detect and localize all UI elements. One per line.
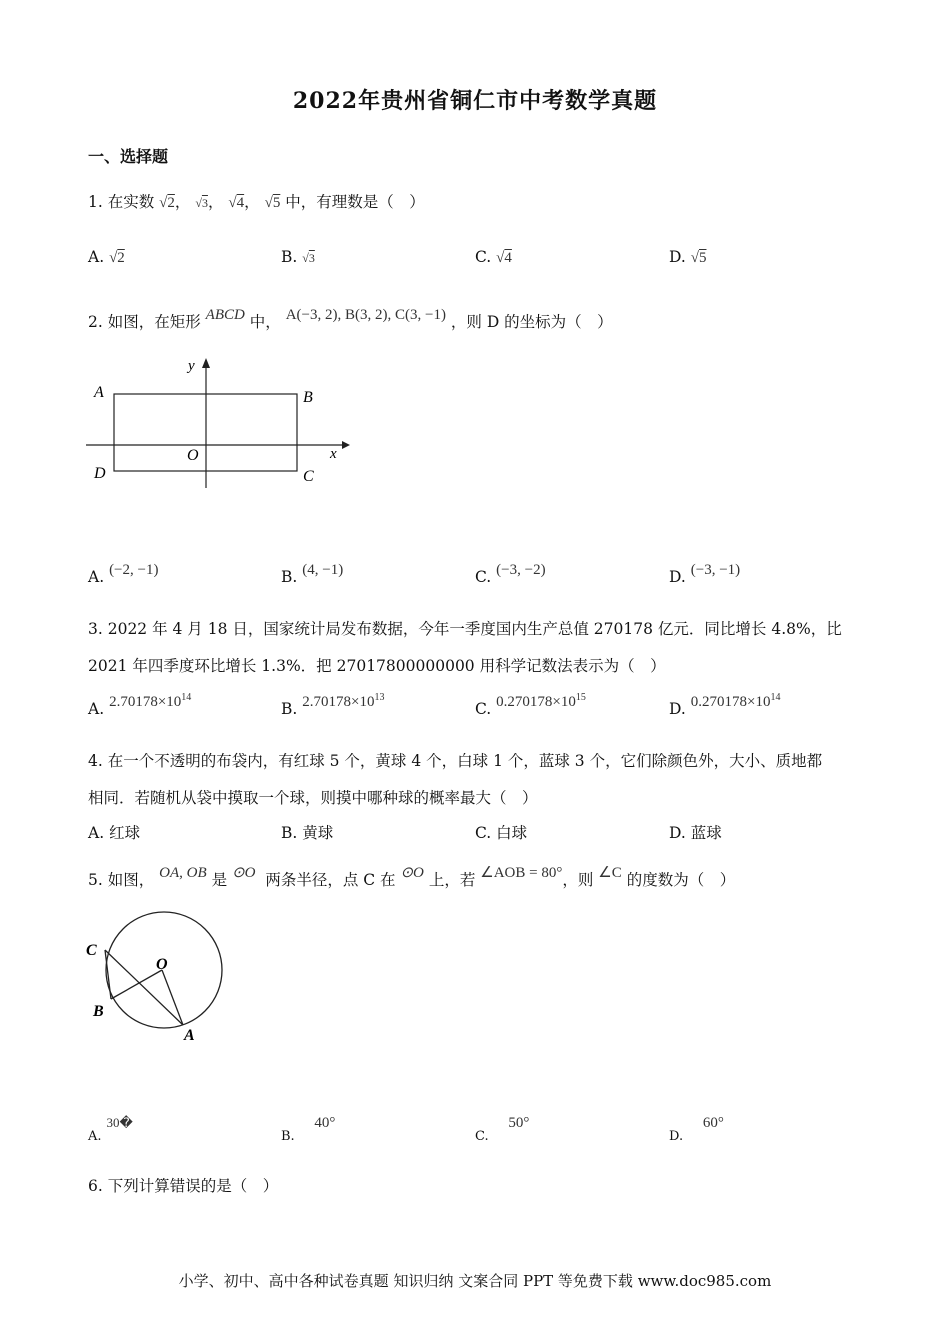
q1-option-a[interactable] [88, 248, 125, 267]
option-base: 0.270178×10 [496, 694, 576, 711]
label-b: B [93, 1003, 104, 1020]
question-6: 6. 下列计算错误的是（ ） [88, 1177, 279, 1195]
q4-option-a[interactable] [88, 821, 140, 843]
label-o: O [156, 956, 168, 973]
option-label: A. [88, 824, 105, 842]
option-value: √3 [302, 251, 315, 265]
option-value: 蓝球 [690, 824, 722, 842]
option-value: 40° [314, 1115, 336, 1131]
q5-option-b[interactable] [281, 1113, 336, 1144]
label-d: D [94, 465, 106, 482]
sqrt-3: √3 [195, 196, 208, 210]
q2-tail: ，则 D 的坐标为（ ） [450, 313, 613, 331]
option-base: 0.270178×10 [690, 694, 771, 711]
label-a: A [184, 1027, 195, 1044]
option-exp: 13 [374, 692, 385, 703]
option-value: √2 [109, 250, 125, 266]
q1-option-c[interactable] [475, 248, 512, 267]
option-value: (−3, −1) [690, 562, 741, 578]
label-c: C [303, 468, 314, 485]
option-value: (−2, −1) [109, 562, 159, 578]
label-b: B [303, 389, 313, 406]
q5-option-a[interactable] [88, 1113, 133, 1144]
option-label: A. [88, 1129, 102, 1144]
q3-option-d[interactable] [669, 692, 781, 719]
q3-option-c[interactable] [475, 692, 586, 719]
option-value: √4 [496, 250, 512, 266]
radii: OA, OB [159, 865, 207, 881]
sep: ， [207, 193, 224, 211]
option-label: A. [88, 700, 105, 719]
angle-aob: ∠AOB = 80° [480, 865, 563, 881]
option-exp: 14 [770, 692, 781, 703]
option-value: 黄球 [302, 824, 334, 842]
sep: ， [244, 193, 260, 211]
option-label: D. [669, 1129, 684, 1144]
sqrt-5: √5 [264, 195, 281, 211]
q2-option-d[interactable] [669, 560, 741, 586]
circle-figure [84, 905, 234, 1047]
circle-symbol-2: ⊙O [400, 865, 424, 881]
option-label: B. [281, 700, 298, 719]
q1-prefix: 1. 在实数 [88, 193, 155, 211]
option-label: D. [669, 248, 686, 266]
q3-line-1: 3. 2022 年 4 月 18 日，国家统计局发布数据，今年一季度国内生产总值 270178 亿元．同比增长 4.8%，比 [88, 620, 842, 638]
option-label: D. [669, 824, 686, 842]
question-5 [88, 865, 736, 890]
option-label: C. [475, 700, 492, 719]
option-label: A. [88, 568, 105, 586]
points: A(−3, 2), B(3, 2), C(3, −1) [285, 307, 446, 323]
segment-ob [111, 970, 162, 999]
q5-two: 两条半径，点 C 在 [265, 871, 396, 889]
option-value: (4, −1) [302, 562, 344, 578]
q5-on: 上，若 [428, 871, 476, 889]
option-value: 白球 [496, 824, 528, 842]
segment-oa [162, 970, 183, 1025]
q5-tail: 的度数为（ ） [626, 871, 736, 889]
option-label: B. [281, 568, 298, 586]
q4-option-b[interactable] [281, 821, 333, 843]
option-base: 2.70178×10 [302, 694, 375, 711]
option-value: (−3, −2) [496, 562, 546, 578]
q2-option-a[interactable] [88, 560, 159, 586]
label-x: x [330, 446, 337, 462]
option-value: √5 [690, 250, 707, 266]
label-a: A [94, 384, 104, 401]
q4-line-2: 相同．若随机从袋中摸取一个球，则摸中哪种球的概率最大（ ） [88, 789, 538, 807]
y-arrow [202, 358, 210, 368]
label-c: C [86, 942, 97, 959]
q5-option-d[interactable] [669, 1113, 724, 1144]
sep: ， [174, 193, 191, 211]
sqrt-2: √2 [159, 195, 175, 211]
q1-tail: 中，有理数是（ ） [285, 193, 425, 211]
option-label: D. [669, 568, 686, 586]
segment-ca [105, 950, 183, 1025]
option-label: B. [281, 248, 298, 266]
angle-c: ∠C [598, 865, 622, 881]
circle-symbol: ⊙O [232, 865, 256, 881]
rect-name: ABCD [205, 307, 245, 323]
option-label: D. [669, 700, 686, 719]
option-label: C. [475, 248, 492, 266]
x-arrow [342, 441, 350, 449]
option-value: 60° [702, 1115, 724, 1131]
q1-option-d[interactable] [669, 248, 706, 267]
q2-option-b[interactable] [281, 560, 344, 586]
q5-then: ，则 [562, 871, 594, 889]
question-1 [88, 190, 425, 212]
option-exp: 15 [575, 692, 586, 703]
question-2 [88, 307, 613, 332]
q2-mid: 中， [249, 313, 281, 331]
q4-option-c[interactable] [475, 821, 527, 843]
footer-text: 小学、初中、高中各种试卷真题 知识归纳 文案合同 PPT 等免费下载 www.doc985.com [178, 1272, 772, 1290]
option-label: C. [475, 1129, 489, 1144]
option-label: C. [475, 568, 492, 586]
option-value: 30� [106, 1115, 133, 1130]
q5-is: 是 [211, 871, 228, 889]
q4-option-d[interactable] [669, 821, 722, 843]
option-value: 50° [508, 1115, 530, 1131]
q3-line-2: 2021 年四季度环比增长 1.3%．把 27017800000000 用科学记数法表示为（ ） [88, 657, 666, 675]
q3-option-b[interactable] [281, 692, 385, 719]
label-o: O [187, 447, 199, 464]
q5-option-c[interactable] [475, 1113, 530, 1144]
q2-option-c[interactable] [475, 560, 546, 586]
q1-option-b[interactable] [281, 248, 315, 266]
page-title: 2022年贵州省铜仁市中考数学真题 [292, 88, 658, 114]
option-exp: 14 [181, 692, 192, 703]
q2-prefix: 2. 如图，在矩形 [88, 313, 201, 331]
q5-prefix: 5. 如图， [88, 871, 155, 889]
option-label: B. [281, 1129, 295, 1144]
q3-option-a[interactable] [88, 692, 192, 719]
option-label: C. [475, 824, 492, 842]
option-label: B. [281, 824, 298, 842]
q4-line-1: 4. 在一个不透明的布袋内，有红球 5 个，黄球 4 个，白球 1 个，蓝球 3 个，它们除颜色外，大小、质地都 [88, 752, 823, 770]
sqrt-4: √4 [228, 195, 245, 211]
label-y: y [188, 358, 195, 374]
section-heading: 一、选择题 [88, 147, 169, 166]
rectangle-figure [84, 354, 354, 494]
option-base: 2.70178×10 [109, 694, 182, 711]
option-value: 红球 [109, 824, 141, 842]
option-label: A. [88, 248, 105, 266]
